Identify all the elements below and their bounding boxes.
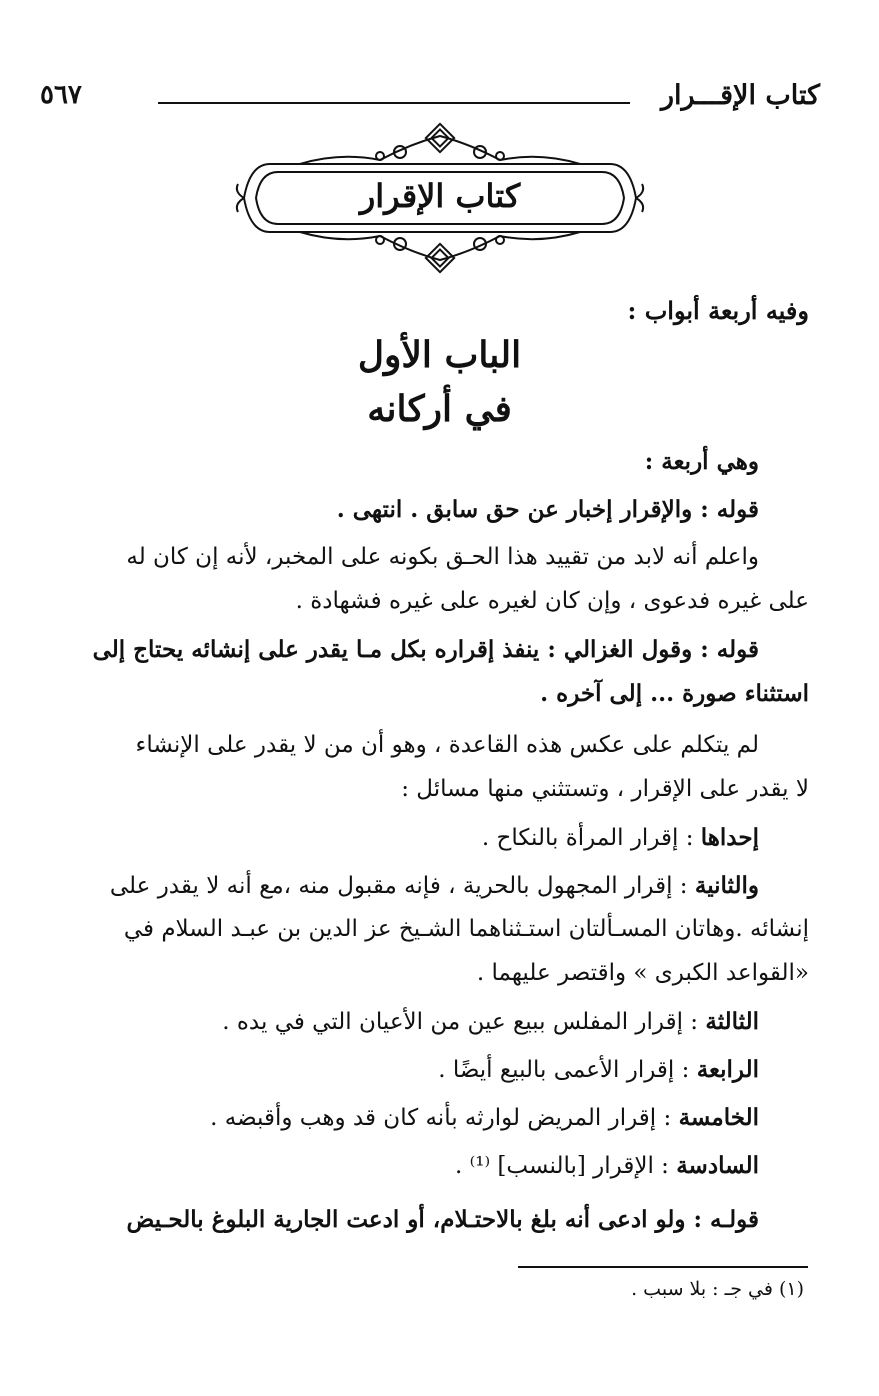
- footnote-rule: [518, 1266, 808, 1268]
- chapter-subtitle: في أركانه: [367, 388, 512, 430]
- issue-label: السادسة: [676, 1152, 759, 1179]
- book-title: كتاب الإقرار: [359, 177, 521, 215]
- paragraph-line: قوله : والإقرار إخبار عن حق سابق . انتهى .: [336, 496, 759, 523]
- title-cartouche: [230, 122, 650, 274]
- issue-text: : إقرار الأعمى بالبيع أيضًا .: [438, 1057, 697, 1083]
- issue-label: الخامسة: [678, 1104, 759, 1131]
- paragraph-line: على غيره فدعوى ، وإن كان لغيره على غيره فشهادة .: [295, 588, 809, 614]
- issue-label: إحداها: [700, 824, 759, 851]
- issue-sixth: [455, 1152, 759, 1179]
- issue-first: [482, 824, 759, 851]
- issue-label: الثالثة: [705, 1008, 759, 1035]
- chapter-title: الباب الأول: [357, 334, 522, 376]
- issue-fifth: [210, 1104, 759, 1131]
- running-title: كتاب الإقـــرار: [660, 80, 820, 111]
- issue-text: : إقرار المفلس ببيع عين من الأعيان التي في يده .: [222, 1009, 706, 1035]
- issue-text: : إقرار المريض لوارثه بأنه كان قد وهب وأقبضه .: [210, 1105, 679, 1131]
- paragraph-line: وهي أربعة :: [644, 448, 759, 475]
- running-header: [40, 78, 820, 122]
- page-number: ٥٦٧: [40, 80, 82, 110]
- footnote: (١) في جـ : بلا سبب .: [631, 1278, 804, 1300]
- issue-text: : إقرار المجهول بالحرية ، فإنه مقبول منه ،مع أنه لا يقدر على: [109, 873, 695, 899]
- issue-text: : الإقرار [بالنسب] ⁽¹⁾ .: [454, 1153, 677, 1179]
- paragraph-line: قولـه : ولو ادعى أنه بلغ بالاحتـلام، أو ادعت الجارية البلوغ بالحـيض: [126, 1206, 759, 1233]
- issue-fourth: [438, 1056, 759, 1083]
- paragraph-line: لم يتكلم على عكس هذه القاعدة ، وهو أن من لا يقدر على الإنشاء: [135, 732, 759, 758]
- chapter-intro: وفيه أربعة أبواب :: [627, 296, 809, 325]
- paragraph-line: قوله : وقول الغزالي : ينفذ إقراره بكل مـا يقدر على إنشائه يحتاج إلى: [92, 636, 759, 663]
- issue-second: [110, 872, 759, 899]
- paragraph-line: لا يقدر على الإقرار ، وتستثني منها مسائل :: [401, 776, 809, 802]
- issue-third: [222, 1008, 759, 1035]
- paragraph-line: واعلم أنه لابد من تقييد هذا الحـق بكونه على المخبر، لأنه إن كان له: [126, 544, 759, 570]
- paragraph-line: استثناء صورة ... إلى آخره .: [540, 680, 809, 707]
- paragraph-line: «القواعد الكبرى » واقتصر عليهما .: [476, 960, 809, 986]
- issue-label: الرابعة: [696, 1056, 759, 1083]
- paragraph-line: إنشائه .وهاتان المسـألتان استـثناهما الشـيخ عز الدين بن عبـد السلام في: [123, 916, 809, 942]
- issue-label: والثانية: [694, 872, 759, 899]
- issue-text: : إقرار المرأة بالنكاح .: [481, 825, 701, 851]
- header-rule: [158, 102, 630, 104]
